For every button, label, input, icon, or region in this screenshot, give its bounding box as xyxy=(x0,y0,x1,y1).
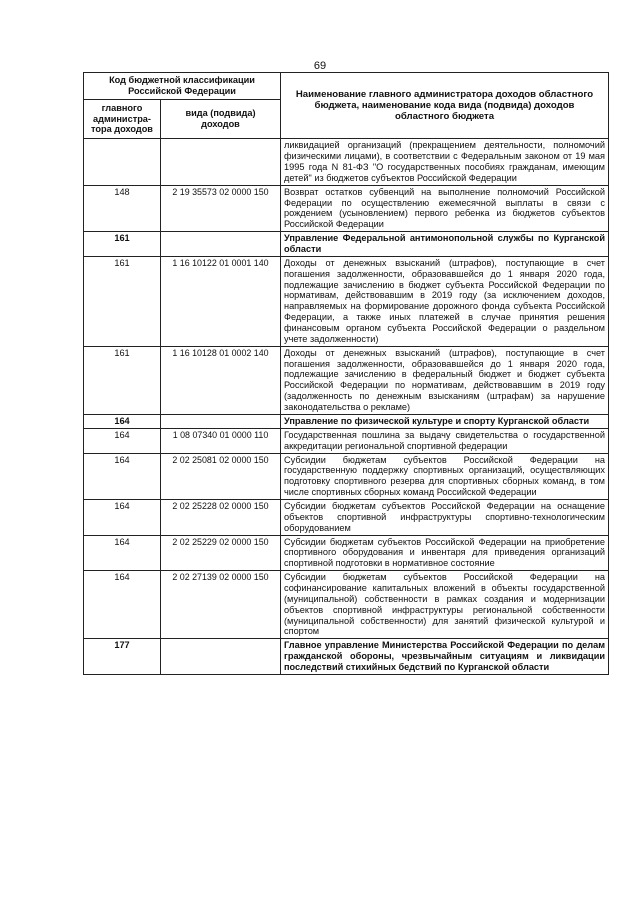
income-code-cell: 1 08 07340 01 0000 110 xyxy=(161,428,281,453)
table-row xyxy=(84,185,609,231)
income-code-cell xyxy=(161,232,281,257)
name-cell: Государственная пошлина за выдачу свидетельства о государственной аккредитации региональной спортивной федерации xyxy=(281,428,609,453)
name-cell: Возврат остатков субвенций на выполнение полномочий Российской Федерации по осуществлению ежемесячной выплаты в связи с рождением (усыновлением) первого ребенка из бюджетов субъектов Российской Федерации xyxy=(281,185,609,231)
income-code-cell: 1 16 10122 01 0001 140 xyxy=(161,256,281,346)
kind-column-header: вида (подвида) доходов xyxy=(161,99,281,139)
income-code-cell: 2 19 35573 02 0000 150 xyxy=(161,185,281,231)
admin-code-cell: 161 xyxy=(84,232,161,257)
name-cell: Доходы от денежных взысканий (штрафов), поступающие в счет погашения задолженности, образовавшейся до 1 января 2020 года, подлежащие зачислению в бюджет субъекта Российской Федерации по нормативам, действовавшим в 2019 году (за исключением доходов, направляемых на формирование дорожного фонда субъекта Российской Федерации, а также иных платежей в случае принятия решения финансовым органом субъекта Российской Федерации о раздельном учете задолженности) xyxy=(281,256,609,346)
admin-code-cell: 164 xyxy=(84,453,161,499)
admin-code-cell: 164 xyxy=(84,428,161,453)
admin-code-cell: 164 xyxy=(84,499,161,535)
income-code-cell: 2 02 25229 02 0000 150 xyxy=(161,535,281,571)
admin-code-cell: 164 xyxy=(84,535,161,571)
admin-code-cell xyxy=(84,139,161,185)
income-code-cell: 2 02 27139 02 0000 150 xyxy=(161,571,281,639)
income-code-cell xyxy=(161,139,281,185)
admin-code-cell: 148 xyxy=(84,185,161,231)
kbk-header: Код бюджетной классификации Российской Федерации xyxy=(84,73,281,100)
table-row xyxy=(84,232,609,257)
admin-code-cell: 164 xyxy=(84,571,161,639)
name-cell: Доходы от денежных взысканий (штрафов), поступающие в счет погашения задолженности, образовавшейся до 1 января 2020 года, подлежащие зачислению в федеральный бюджет и бюджет субъекта Российской Федерации по нормативам, действовавшим в 2019 году (задолженность по денежным взысканиям (штрафам) за нарушение законодательства о рекламе) xyxy=(281,346,609,414)
table-row xyxy=(84,639,609,675)
table-row xyxy=(84,414,609,428)
header-row-top xyxy=(84,73,609,100)
income-code-cell: 2 02 25228 02 0000 150 xyxy=(161,499,281,535)
income-code-cell xyxy=(161,414,281,428)
table-row xyxy=(84,428,609,453)
admin-code-cell: 161 xyxy=(84,346,161,414)
name-cell: Управление Федеральной антимонопольной службы по Курганской области xyxy=(281,232,609,257)
page-number: 69 xyxy=(313,60,327,72)
name-cell: Субсидии бюджетам субъектов Российской Федерации на государственную поддержку спортивных организаций, осуществляющих подготовку спортивного резерва для спортивных сборных команд, в том числе спортивных сборных команд Российской Федерации xyxy=(281,453,609,499)
admin-column-header: главного администра-тора доходов xyxy=(84,99,161,139)
admin-code-cell: 164 xyxy=(84,414,161,428)
table-row xyxy=(84,346,609,414)
name-column-header: Наименование главного администратора доходов областного бюджета, наименование кода вида (подвида) доходов областного бюджета xyxy=(281,73,609,139)
name-cell: Управление по физической культуре и спорту Курганской области xyxy=(281,414,609,428)
table-row xyxy=(84,499,609,535)
name-cell: Субсидии бюджетам субъектов Российской Федерации на софинансирование капитальных вложений в объекты государственной (муниципальной) собственности в рамках создания и модернизации объектов спортивной инфраструктуры региональной собственности (муниципальной собственности) для занятий физической культурой и спортом xyxy=(281,571,609,639)
admin-code-cell: 177 xyxy=(84,639,161,675)
budget-codes-table xyxy=(83,72,609,675)
table-row xyxy=(84,453,609,499)
income-code-cell: 2 02 25081 02 0000 150 xyxy=(161,453,281,499)
admin-code-cell: 161 xyxy=(84,256,161,346)
income-code-cell: 1 16 10128 01 0002 140 xyxy=(161,346,281,414)
table-row xyxy=(84,535,609,571)
name-cell: ликвидацией организаций (прекращением деятельности, полномочий физическими лицами), в соответствии с Федеральным законом от 19 мая 1995 года N 81-ФЗ "О государственных пособиях гражданам, имеющим детей" из бюджетов субъектов Российской Федерации xyxy=(281,139,609,185)
table-row xyxy=(84,571,609,639)
table-body xyxy=(84,139,609,675)
name-cell: Главное управление Министерства Российской Федерации по делам гражданской обороны, чрезвычайным ситуациям и ликвидации последствий стихийных бедствий по Курганской области xyxy=(281,639,609,675)
name-cell: Субсидии бюджетам субъектов Российской Федерации на оснащение объектов спортивной инфраструктуры спортивно-технологическим оборудованием xyxy=(281,499,609,535)
table-row xyxy=(84,139,609,185)
name-cell: Субсидии бюджетам субъектов Российской Федерации на приобретение спортивного оборудования и инвентаря для приведения организаций спортивной подготовки в нормативное состояние xyxy=(281,535,609,571)
table-row xyxy=(84,256,609,346)
income-code-cell xyxy=(161,639,281,675)
